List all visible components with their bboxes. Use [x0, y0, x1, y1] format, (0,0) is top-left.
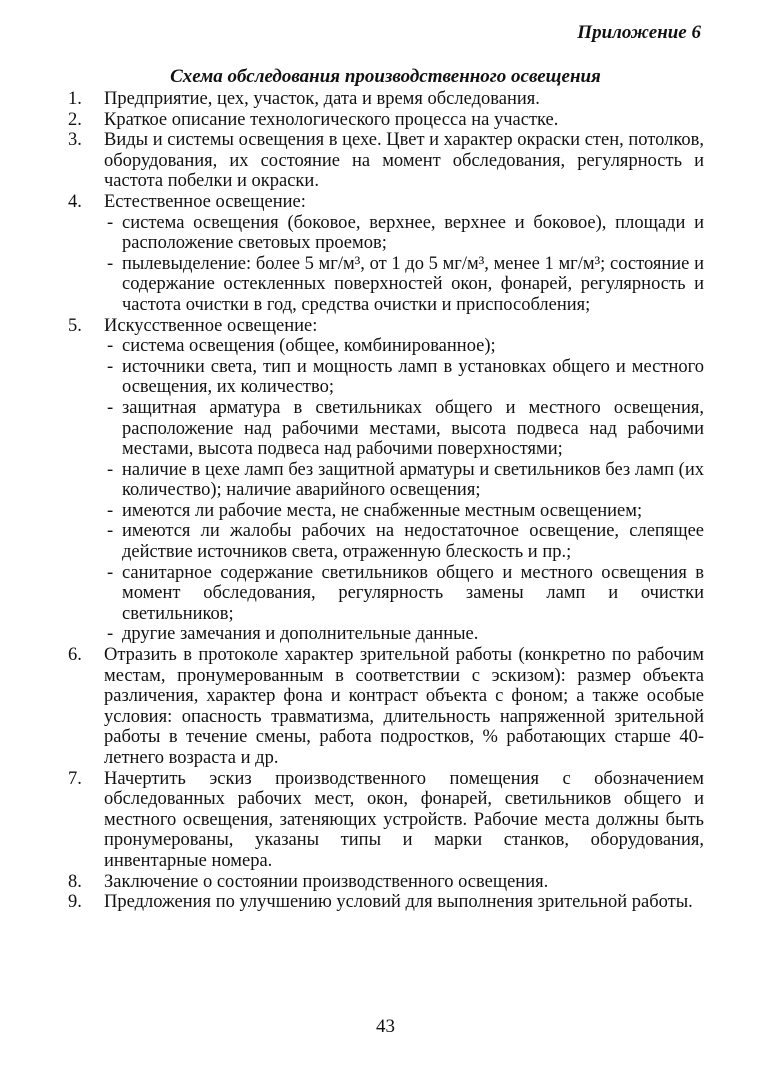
- sub-item-text: система освещения (боковое, верхнее, верхнее и боковое), площади и расположение световых проемов;: [122, 212, 704, 254]
- dash-marker: -: [107, 336, 114, 357]
- sub-item-text: другие замечания и дополнительные данные.: [122, 624, 479, 645]
- list-item-1: [68, 89, 704, 110]
- list-item-5: [68, 316, 704, 646]
- item-number: 8.: [68, 871, 82, 892]
- item-text: Отразить в протоколе характер зрительной работы (конкретно по рабочим местам, пронумерованным в соответствии с эскизом): размер объекта различения, характер фона и контраст объекта с фоном; а также особые условия: опасность травматизма, длительность напряженной зрительной работы в течение смены, работа подростков, % работающих старше 40-летнего возраста и др.: [104, 645, 704, 768]
- list-item-3: [68, 130, 704, 192]
- sub-item-text: имеются ли рабочие места, не снабженные местным освещением;: [122, 500, 643, 521]
- dash-marker: -: [107, 397, 114, 418]
- item-number: 3.: [68, 130, 82, 151]
- sub-item-text: источники света, тип и мощность ламп в установках общего и местного освещения, их количество;: [122, 356, 704, 398]
- dash-marker: -: [107, 459, 114, 480]
- appendix-label: Приложение 6: [577, 22, 701, 43]
- sub-item-text: защитная арматура в светильниках общего и местного освещения, расположение над рабочими местами, высота подвеса над рабочими местами, высота подвеса над рабочими поверхностями;: [122, 397, 704, 460]
- item-text: Виды и системы освещения в цехе. Цвет и характер окраски стен, потолков, оборудования, их состояние на момент обследования, регулярность и частота побелки и окраски.: [104, 130, 704, 192]
- dash-marker: -: [107, 521, 114, 542]
- sub-item: [104, 398, 704, 460]
- sub-item-text: санитарное содержание светильников общего и местного освещения в момент обследования, регулярность замены ламп и очистки светильников;: [122, 562, 704, 624]
- item-number: 7.: [68, 768, 82, 789]
- list-item-9: [68, 892, 704, 913]
- item-number: 1.: [68, 89, 82, 109]
- item-text: Начертить эскиз производственного помещения с обозначением обследованных рабочих мест, окон, фонарей, светильников общего и местного освещения, затеняющих устройств. Рабочие места должны быть пронумерованы, указаны типы и марки станков, оборудования, инвентарные номера.: [104, 768, 704, 871]
- item-number: 4.: [68, 191, 82, 212]
- dash-marker: -: [107, 212, 114, 233]
- item-text: Заключение о состоянии производственного освещения.: [104, 871, 549, 892]
- dash-marker: -: [107, 562, 114, 583]
- sub-item: [104, 336, 704, 357]
- list-item-2: [68, 110, 704, 131]
- sub-item: [104, 624, 704, 645]
- sub-item: [104, 501, 704, 522]
- page-number: 43: [376, 1016, 395, 1037]
- dash-marker: -: [107, 624, 114, 645]
- sub-item: [104, 563, 704, 625]
- item-number: 2.: [68, 109, 82, 130]
- item-text: Естественное освещение:: [104, 191, 306, 212]
- item-number: 5.: [68, 315, 82, 336]
- sub-item-text: наличие в цехе ламп без защитной арматуры и светильников без ламп (их количество); наличие аварийного освещения;: [122, 459, 704, 501]
- numbered-list: [68, 89, 704, 913]
- item-text: Предложения по улучшению условий для выполнения зрительной работы.: [104, 892, 693, 913]
- sub-item: [104, 357, 704, 398]
- document-title: Схема обследования производственного освещения: [170, 66, 601, 87]
- sub-item-text: система освещения (общее, комбинированное);: [122, 336, 496, 357]
- item-text: Предприятие, цех, участок, дата и время обследования.: [104, 89, 540, 109]
- item-number: 9.: [68, 892, 82, 913]
- sub-item: [104, 254, 704, 316]
- dash-marker: -: [107, 356, 114, 377]
- list-item-6: [68, 645, 704, 769]
- item-text: Искусственное освещение:: [104, 315, 318, 336]
- item-number: 6.: [68, 645, 82, 666]
- sub-item: [104, 213, 704, 254]
- list-item-4: [68, 192, 704, 316]
- sub-item-text: имеются ли жалобы рабочих на недостаточное освещение, слепящее действие источников света, отраженную блескость и пр.;: [122, 521, 704, 563]
- item-text: Краткое описание технологического процесса на участке.: [104, 109, 559, 130]
- dash-marker: -: [107, 500, 114, 521]
- sub-item-text: пылевыделение: более 5 мг/м³, от 1 до 5 мг/м³, менее 1 мг/м³; состояние и содержание остекленных поверхностей окон, фонарей, регулярность и частота очистки в год, средства очистки и приспособления;: [122, 253, 704, 315]
- dash-marker: -: [107, 253, 114, 274]
- sub-item: [104, 521, 704, 562]
- list-item-7: [68, 769, 704, 872]
- list-item-8: [68, 872, 704, 893]
- sub-item: [104, 460, 704, 501]
